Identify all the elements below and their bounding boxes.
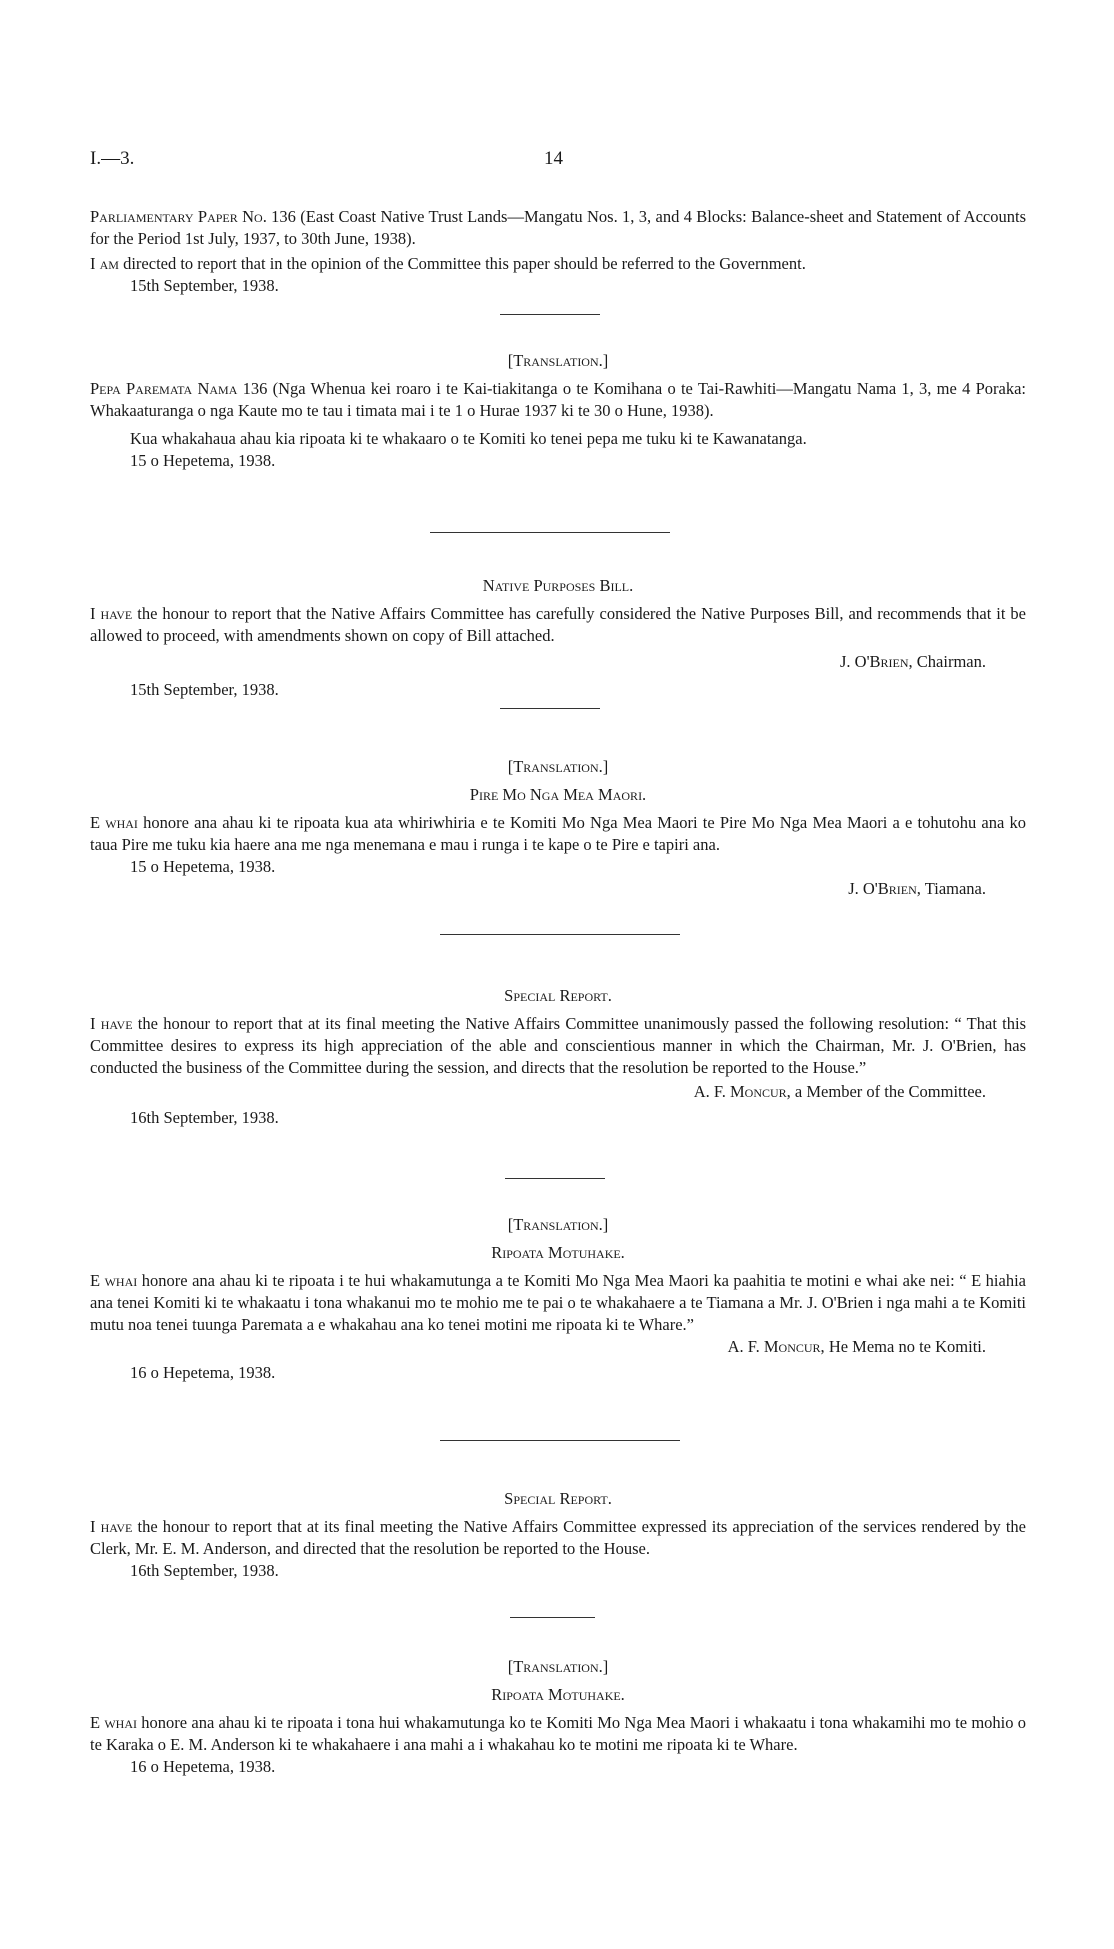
divider: [500, 708, 600, 709]
section-heading: Native Purposes Bill.: [482, 576, 634, 595]
paper-title: Parliamentary Paper No.: [90, 207, 267, 226]
report-paragraph: I am directed to report that in the opinion of the Committee this paper should be referred to the Government.: [90, 254, 806, 273]
report-date: 16th September, 1938.: [130, 1108, 279, 1127]
signature-translation: J. O'Brien, Tiamana.: [848, 879, 986, 898]
section-divider: [440, 1440, 680, 1441]
section-heading: Special Report.: [504, 986, 612, 1005]
section-divider: [430, 532, 670, 533]
section-special-report-clerk-translation: [90, 1656, 1026, 1778]
document-reference: I.—3.: [90, 148, 135, 169]
translation-label: [Translation.]: [507, 1657, 609, 1676]
translation-label: [Translation.]: [507, 351, 609, 370]
translation-label: [Translation.]: [507, 1215, 609, 1234]
report-date-translation: 15 o Hepetema, 1938.: [130, 857, 276, 876]
page-number: 14: [544, 148, 563, 169]
section-heading: Special Report.: [504, 1489, 612, 1508]
bill-report-paragraph: I have the honour to report that the Native Affairs Committee has carefully considered the Native Purposes Bill, and recommends that it be allowed to proceed, with amendments shown on copy of Bill attached.: [90, 604, 1026, 645]
divider: [510, 1617, 595, 1618]
special-report-paragraph: I have the honour to report that at its final meeting the Native Affairs Committee unanimously passed the following resolution: “ That this Committee desires to express its high appreciation of the able and conscientious manner in which the Chairman, Mr. J. O'Brien, has conducted the business of the Committee during the session, and directs that the resolution be reported to the House.”: [90, 1014, 1026, 1077]
special-report-paragraph: I have the honour to report that at its final meeting the Native Affairs Committee expressed its appreciation of the services rendered by the Clerk, Mr. E. M. Anderson, and directed that the resolution be reported to the House.: [90, 1517, 1027, 1558]
report-date: 15th September, 1938.: [130, 276, 279, 295]
report-date-translation: 16 o Hepetema, 1938.: [130, 1363, 276, 1382]
paper-description-translation: Pepa Paremata Nama 136 (Nga Whenua kei roaro i te Kai-tiakitanga o te Komihana o te Tai-Rawhiti—Mangatu Nama 1, 3, me 4 Poraka: Whakaaturanga o nga Kaute mo te tau i timata mai i te 1 o Hurae 1937 ki te 30 o Hune, 1938).: [90, 379, 1026, 420]
section-special-report-chairman-translation: [90, 1214, 1026, 1384]
paper-description: Parliamentary Paper No. 136 (East Coast Native Trust Lands—Mangatu Nos. 1, 3, and 4 Blocks: Balance-sheet and Statement of Accounts for the Period 1st July, 1937, to 30th June, 1938).: [90, 207, 1026, 248]
section-native-purposes-bill: [90, 575, 1026, 701]
report-date-translation: 15 o Hepetema, 1938.: [130, 451, 276, 470]
special-report-translation: E whai honore ana ahau ki te ripoata i tona hui whakamutunga ko te Komiti Mo Nga Mea Maori i whakaatu i tona whakamihi mo te mohio o te Karaka o E. M. Anderson ki te whakahaere i ana mahi a i whakahau ko te motini me ripoata ki te Whare.: [90, 1713, 1027, 1754]
divider: [505, 1178, 605, 1179]
report-paragraph-translation: Kua whakahaua ahau kia ripoata ki te whakaaro o te Komiti ko tenei pepa me tuku ki te Kawanatanga.: [130, 429, 807, 448]
bill-report-translation: E whai honore ana ahau ki te ripoata kua ata whiriwhiria e te Komiti Mo Nga Mea Maori te Pire Mo Nga Mea Maori a e tohutohu ana ko taua Pire me tuku kia haere ana me nga menemana e mau i runga i te kape o te Pire e tapiri ana.: [90, 813, 1026, 854]
translation-label: [Translation.]: [507, 757, 609, 776]
section-heading-translation: Ripoata Motuhake.: [491, 1243, 625, 1262]
signature-translation: A. F. Moncur, He Mema no te Komiti.: [727, 1337, 986, 1356]
report-date: 16th September, 1938.: [130, 1561, 279, 1580]
section-bill-translation: [90, 756, 1026, 900]
special-report-translation: E whai honore ana ahau ki te ripoata i te hui whakamutunga a te Komiti Mo Nga Mea Maori ka paahitia te motini e whai ake nei: “ E hiahia ana tenei Komiti ki te whakaatu i tona whakanui mo te mohio me te pai o te whakahaere a te Tiamana a Mr. J. O'Brien i nga mahi a te Komiti mutu noa tenei tuunga Paremata a e whakahau ana ko tenei motini me ripoata ki te Whare.”: [90, 1271, 1026, 1334]
report-date-translation: 16 o Hepetema, 1938.: [130, 1757, 276, 1776]
report-date: 15th September, 1938.: [130, 680, 279, 699]
signature: A. F. Moncur, a Member of the Committee.: [693, 1082, 986, 1101]
divider: [500, 314, 600, 315]
section-divider: [440, 934, 680, 935]
section-special-report-clerk: [90, 1488, 1026, 1582]
section-special-report-chairman: [90, 985, 1026, 1129]
section-parliamentary-paper: [90, 206, 1026, 297]
section-paper-translation: [90, 350, 1026, 472]
section-heading-translation: Pire Mo Nga Mea Maori.: [469, 785, 647, 804]
section-heading-translation: Ripoata Motuhake.: [491, 1685, 625, 1704]
signature: J. O'Brien, Chairman.: [839, 652, 986, 671]
